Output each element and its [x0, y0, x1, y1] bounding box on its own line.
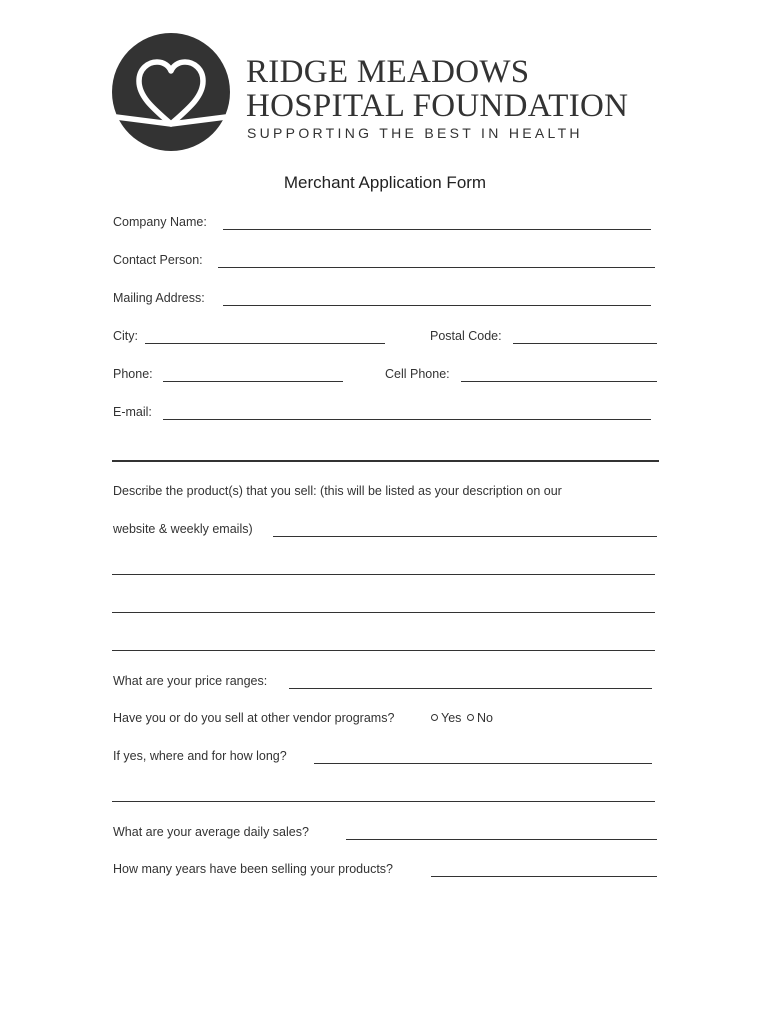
org-tagline: SUPPORTING THE BEST IN HEALTH: [247, 125, 583, 141]
city-label: City:: [113, 329, 138, 343]
years-selling-label: How many years have been selling your products?: [113, 862, 394, 876]
phone-label: Phone:: [113, 367, 153, 381]
company-name-label: Company Name:: [113, 215, 207, 229]
email-field[interactable]: [163, 419, 651, 420]
cell-phone-field[interactable]: [461, 381, 657, 382]
yes-radio-icon[interactable]: [431, 714, 438, 721]
company-name-field[interactable]: [223, 229, 651, 230]
years-selling-field[interactable]: [431, 876, 657, 877]
org-name-line1: RIDGE MEADOWS: [246, 54, 530, 90]
contact-person-field[interactable]: [218, 267, 655, 268]
price-ranges-field[interactable]: [289, 688, 652, 689]
foundation-logo-icon: [112, 33, 230, 151]
phone-field[interactable]: [163, 381, 343, 382]
email-label: E-mail:: [113, 405, 152, 419]
price-ranges-label: What are your price ranges:: [113, 674, 268, 688]
postal-code-field[interactable]: [513, 343, 657, 344]
describe-products-field-line2[interactable]: [112, 574, 655, 575]
if-yes-label: If yes, where and for how long?: [113, 749, 287, 763]
cell-phone-label: Cell Phone:: [385, 367, 450, 381]
describe-products-label-line1: Describe the product(s) that you sell: (this will be listed as your description on our: [113, 484, 562, 498]
if-yes-field-line2[interactable]: [112, 801, 655, 802]
daily-sales-label: What are your average daily sales?: [113, 825, 309, 839]
contact-person-label: Contact Person:: [113, 253, 203, 267]
describe-products-field-line4[interactable]: [112, 650, 655, 651]
mailing-address-label: Mailing Address:: [113, 291, 205, 305]
describe-products-label-line2: website & weekly emails): [113, 522, 253, 536]
daily-sales-field[interactable]: [346, 839, 657, 840]
describe-products-field-line3[interactable]: [112, 612, 655, 613]
no-option-label: No: [477, 711, 493, 725]
no-radio-icon[interactable]: [467, 714, 474, 721]
describe-products-field-line1[interactable]: [273, 536, 657, 537]
form-title: Merchant Application Form: [283, 173, 487, 192]
yes-option-label: Yes: [441, 711, 462, 725]
postal-code-label: Postal Code:: [430, 329, 502, 343]
yes-option[interactable]: [431, 711, 461, 726]
city-field[interactable]: [145, 343, 385, 344]
section-divider: [112, 460, 659, 462]
if-yes-field-line1[interactable]: [314, 763, 652, 764]
org-name-line2: HOSPITAL FOUNDATION: [246, 88, 629, 124]
vendor-programs-label: Have you or do you sell at other vendor programs?: [113, 711, 395, 725]
no-option[interactable]: [467, 711, 493, 726]
mailing-address-field[interactable]: [223, 305, 651, 306]
